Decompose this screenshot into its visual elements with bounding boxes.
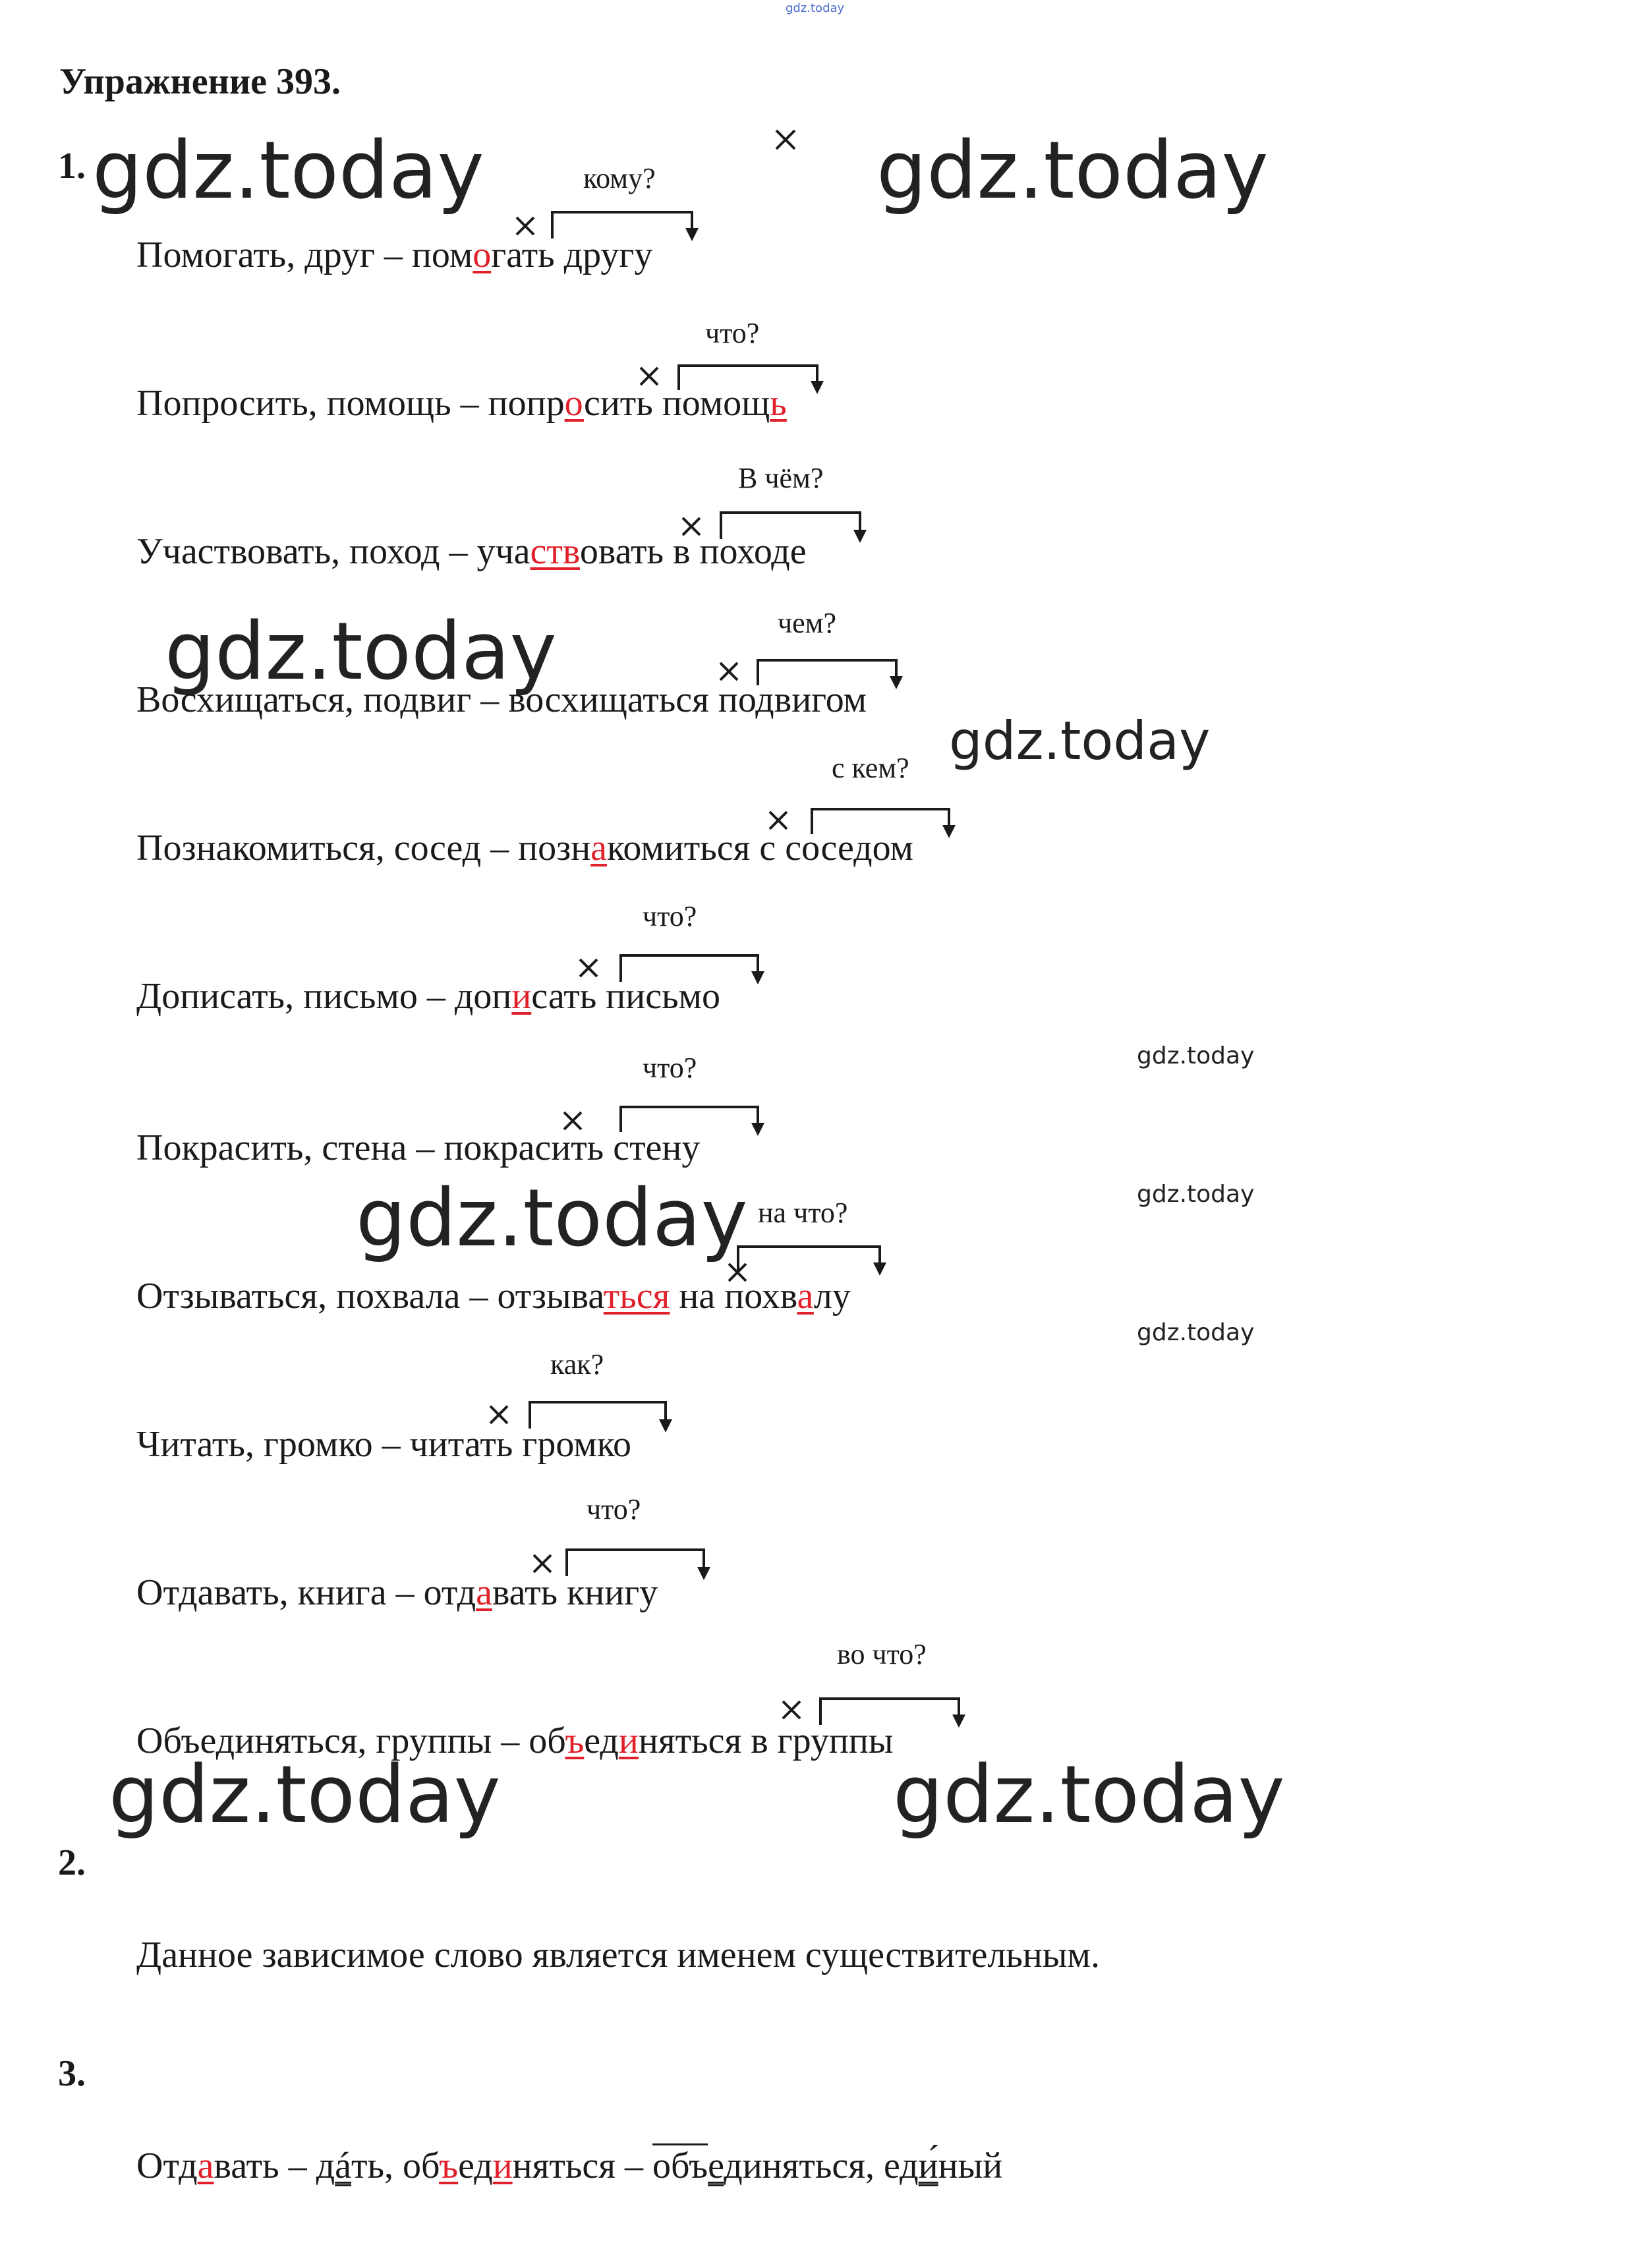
section-number-1: 1. [58, 146, 86, 186]
phrase-5: Познакомиться, сосед – познакомиться с соседом [136, 828, 913, 868]
watermark: gdz.today [356, 1173, 748, 1264]
cross-icon [776, 130, 795, 149]
cross-icon [720, 663, 737, 680]
bracket-arrow [812, 809, 949, 834]
bracket-arrow [567, 1550, 704, 1576]
exercise-title: Упражнение 393. [59, 61, 341, 102]
question-10: что? [587, 1493, 641, 1525]
watermark: gdz.today [949, 710, 1211, 772]
phrase-9: Читать, громко – читать громко [136, 1424, 632, 1465]
watermark: gdz.today [165, 606, 557, 698]
bracket-arrow [621, 1107, 758, 1132]
phrase-2: Попросить, помощь – попросить помощь [136, 383, 787, 424]
question-4: чем? [778, 607, 837, 639]
bracket-arrow [552, 212, 692, 239]
section-number-2: 2. [58, 1842, 86, 1883]
question-5: с кем? [832, 752, 909, 784]
watermark: gdz.today [1137, 1319, 1255, 1346]
cross-icon [770, 812, 787, 829]
phrase-10: Отдавать, книга – отдавать книгу [136, 1572, 658, 1613]
phrase-8: Отзываться, похвала – отзываться на похвалу [136, 1276, 851, 1317]
question-1: кому? [583, 162, 656, 194]
watermark: gdz.today [893, 1749, 1285, 1841]
phrase-1: Помогать, друг – помогать другу [136, 235, 653, 275]
section-3-text: Отдавать – дáть, объединяться – объединяться, еди́ный [136, 2145, 1003, 2186]
bracket-arrow [738, 1247, 880, 1272]
cross-icon [564, 1112, 581, 1129]
cross-icon [641, 368, 658, 385]
question-6: что? [643, 900, 697, 932]
watermark: gdz.today [1137, 1042, 1255, 1069]
question-2: что? [705, 317, 760, 349]
watermark: gdz.today [92, 125, 484, 217]
watermark: gdz.today [109, 1749, 501, 1841]
bracket-arrow [758, 660, 896, 685]
bracket-arrow [679, 366, 817, 390]
phrase-11: Объединяться, группы – объединяться в группы [136, 1720, 894, 1761]
cross-icon [783, 1701, 800, 1718]
cross-icon [534, 1555, 551, 1572]
question-9: как? [550, 1348, 604, 1380]
watermark: gdz.today [876, 125, 1269, 217]
bracket-arrow [621, 955, 758, 982]
phrase-6: Дописать, письмо – дописать письмо [136, 976, 721, 1017]
cross-icon [490, 1406, 507, 1423]
section-2-text: Данное зависимое слово является именем существительным. [136, 1935, 1100, 1975]
question-8: на что? [758, 1197, 848, 1229]
bracket-arrow [721, 513, 860, 539]
header-watermark: gdz.today [786, 1, 845, 15]
phrase-7: Покрасить, стена – покрасить стену [136, 1127, 701, 1168]
question-11: во что? [837, 1638, 927, 1670]
section-number-3: 3. [58, 2053, 86, 2094]
question-7: что? [643, 1052, 697, 1084]
cross-icon [683, 518, 700, 535]
cross-icon [580, 959, 597, 977]
watermark: gdz.today [1137, 1181, 1255, 1208]
bracket-arrow [820, 1699, 959, 1725]
bracket-arrow [530, 1402, 666, 1429]
phrase-3: Участвовать, поход – участвовать в походе [136, 531, 807, 572]
cross-icon [517, 217, 534, 235]
phrase-4: Восхищаться, подвиг – восхищаться подвигом [136, 679, 867, 720]
question-3: В чём? [738, 462, 824, 494]
